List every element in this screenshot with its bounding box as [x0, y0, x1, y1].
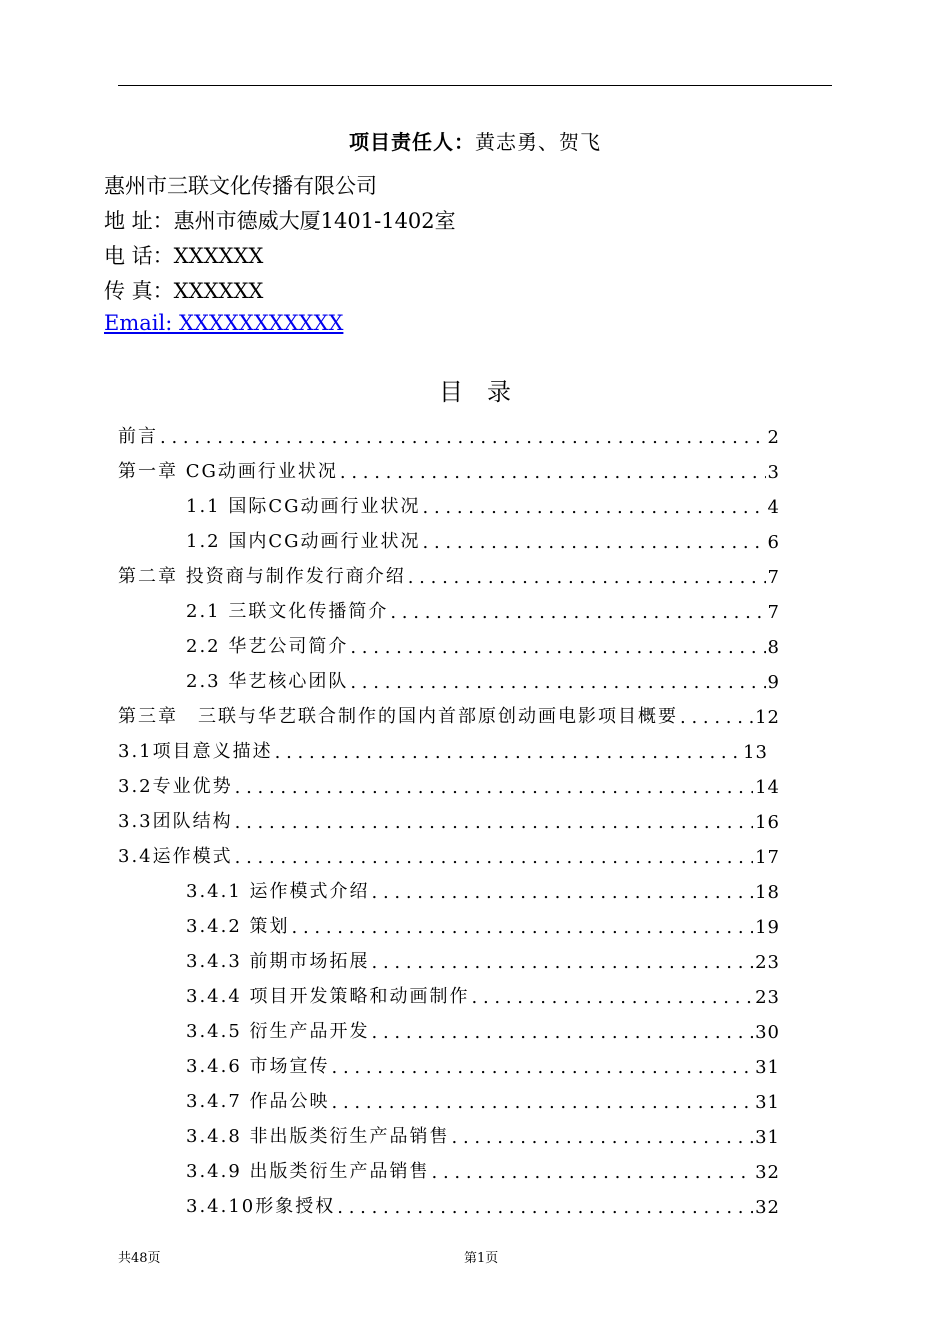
- toc-entry[interactable]: [186, 943, 780, 973]
- toc-entry[interactable]: [118, 838, 780, 868]
- email-link[interactable]: Email: XXXXXXXXXXX: [104, 311, 344, 335]
- project-responsible: [0, 126, 950, 155]
- toc-entry-title: 3.4.10形象授权: [186, 1196, 336, 1217]
- toc-entry-page: 23: [755, 952, 780, 973]
- toc-entry-page: 17: [755, 847, 780, 868]
- toc-entry-page: 30: [755, 1022, 780, 1043]
- toc-entry-title: 2.3 华艺核心团队: [186, 671, 349, 692]
- footer-total-pages: 共48页: [118, 1251, 161, 1266]
- toc-entry-page: 3: [767, 462, 780, 483]
- toc-entry-page: 31: [755, 1057, 780, 1078]
- toc-entry[interactable]: [186, 1013, 780, 1043]
- toc-entry-title: 3.4运作模式: [118, 846, 233, 867]
- toc-entry-page: 18: [755, 882, 780, 903]
- toc-entry-title: 3.4.7 作品公映: [186, 1091, 330, 1112]
- toc-entry[interactable]: [118, 698, 780, 728]
- toc-entry-page: 8: [767, 637, 780, 658]
- toc-entry[interactable]: [118, 733, 768, 763]
- toc-entry-title: 2.1 三联文化传播简介: [186, 601, 389, 622]
- toc-entry[interactable]: [118, 803, 780, 833]
- toc-entry[interactable]: [118, 453, 780, 483]
- toc-entry-title: 1.1 国际CG动画行业状况: [186, 496, 421, 517]
- toc-entry-title: 第三章 三联与华艺联合制作的国内首部原创动画电影项目概要: [118, 706, 678, 727]
- toc-entry[interactable]: [186, 523, 780, 553]
- toc-entry[interactable]: [186, 1153, 780, 1183]
- toc-entry-page: 2: [767, 427, 780, 448]
- toc-title: 目录: [439, 378, 535, 406]
- toc-entry-page: 31: [755, 1092, 780, 1113]
- toc-entry-title: 3.1项目意义描述: [118, 741, 273, 762]
- toc-entry-title: 2.2 华艺公司简介: [186, 636, 349, 657]
- toc-entry[interactable]: [186, 873, 780, 903]
- toc-entry-title: 第一章 CG动画行业状况: [118, 461, 338, 482]
- toc-entry-page: 16: [755, 812, 780, 833]
- company-name: 惠州市三联文化传播有限公司: [104, 174, 377, 198]
- toc-entry[interactable]: [186, 908, 780, 938]
- company-fax: 传 真：XXXXXX: [104, 279, 264, 303]
- company-address: 地 址：惠州市德威大厦1401-1402室: [104, 209, 456, 233]
- toc-entry[interactable]: [186, 1118, 780, 1148]
- toc-entry-title: 前言: [118, 426, 158, 447]
- toc-entry-title: 3.2专业优势: [118, 776, 233, 797]
- toc-entry-page: 7: [767, 602, 780, 623]
- company-phone: 电 话：XXXXXX: [104, 244, 264, 268]
- toc-entry-page: 14: [755, 777, 780, 798]
- toc-entry-page: 31: [755, 1127, 780, 1148]
- toc-entry-title: 3.4.5 衍生产品开发: [186, 1021, 370, 1042]
- toc-entry[interactable]: [186, 1188, 780, 1218]
- toc-entry-page: 7: [767, 567, 780, 588]
- toc-entry-title: 1.2 国内CG动画行业状况: [186, 531, 421, 552]
- toc-entry-page: 19: [755, 917, 780, 938]
- toc-entry[interactable]: [118, 558, 780, 588]
- toc-entry[interactable]: [186, 978, 780, 1008]
- toc-entry-page: 6: [767, 532, 780, 553]
- toc-entry[interactable]: [186, 1083, 780, 1113]
- toc-entry-title: 3.4.9 出版类衍生产品销售: [186, 1161, 430, 1182]
- toc-entry-page: 9: [767, 672, 780, 693]
- toc-entry[interactable]: [118, 768, 780, 798]
- toc-entry-title: 第二章 投资商与制作发行商介绍: [118, 566, 406, 587]
- toc-entry-page: 32: [755, 1162, 780, 1183]
- toc-entry-page: 12: [755, 707, 780, 728]
- header-rule: [118, 85, 832, 86]
- toc-entry-title: 3.4.8 非出版类衍生产品销售: [186, 1126, 450, 1147]
- toc-entry[interactable]: [118, 418, 780, 448]
- toc-entry-title: 3.4.2 策划: [186, 916, 290, 937]
- toc-entry[interactable]: [186, 628, 780, 658]
- toc-entry-title: 3.4.1 运作模式介绍: [186, 881, 370, 902]
- toc-entry-page: 4: [767, 497, 780, 518]
- toc-entry-page: 23: [755, 987, 780, 1008]
- toc-entry[interactable]: [186, 1048, 780, 1078]
- toc-entry-page: 13: [743, 742, 768, 763]
- toc-entry[interactable]: [186, 663, 780, 693]
- toc-entry-title: 3.4.6 市场宣传: [186, 1056, 330, 1077]
- toc-entry-page: 32: [755, 1197, 780, 1218]
- toc-entry-title: 3.4.3 前期市场拓展: [186, 951, 370, 972]
- toc-entry[interactable]: [186, 488, 780, 518]
- responsible-label: 项目责任人：: [349, 130, 475, 154]
- responsible-names: 黄志勇、贺飞: [475, 130, 601, 154]
- footer-page-number: 第1页: [464, 1251, 499, 1266]
- toc-entry-title: 3.4.4 项目开发策略和动画制作: [186, 986, 470, 1007]
- toc-entry[interactable]: [186, 593, 780, 623]
- toc-entry-title: 3.3团队结构: [118, 811, 233, 832]
